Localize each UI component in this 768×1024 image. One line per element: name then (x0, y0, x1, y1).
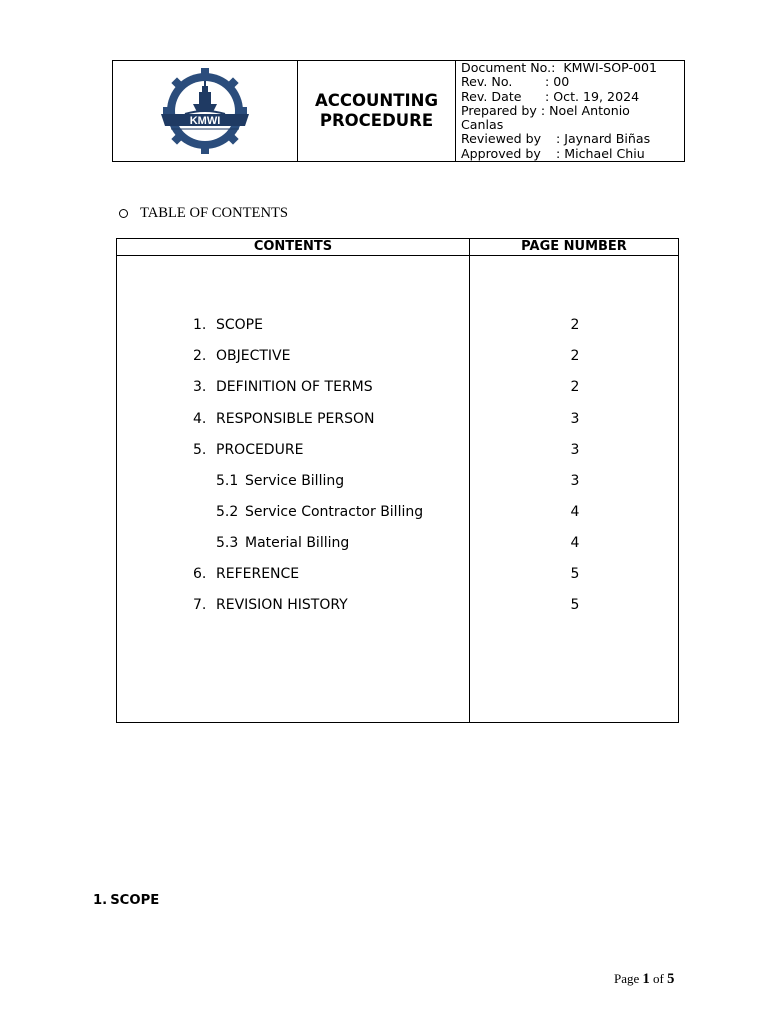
toc-row-label: Service Billing (245, 473, 345, 489)
toc-row (117, 377, 678, 397)
toc-row-label: OBJECTIVE (216, 348, 291, 364)
meta-reviewed-by: Reviewed by : Jaynard Biñas (461, 131, 651, 147)
toc-row-number: 4. (193, 411, 207, 427)
total-pages: 5 (667, 971, 675, 987)
company-logo (155, 68, 255, 154)
logo-text: KMWI (189, 115, 221, 127)
section-title: SCOPE (110, 893, 160, 908)
toc-row-page: 4 (570, 504, 580, 520)
toc-row-page: 2 (570, 348, 580, 364)
toc-row-page: 2 (570, 379, 580, 395)
toc-row (117, 564, 678, 584)
toc-row (117, 471, 678, 491)
meta-document-no: Document No.: KMWI-SOP-001 (461, 60, 658, 76)
page-footer: Page 1 of 5 (614, 971, 675, 987)
toc-row-number: 2. (193, 348, 207, 364)
toc-row-number: 5. (193, 442, 207, 458)
toc-row-label: Material Billing (245, 535, 350, 551)
logo-cell (113, 61, 298, 161)
meta-rev-no: Rev. No. : 00 (461, 74, 570, 90)
document-header (112, 60, 685, 162)
meta-rev-date: Rev. Date : Oct. 19, 2024 (461, 88, 640, 104)
toc-row-page: 5 (570, 597, 580, 613)
document-title (298, 61, 456, 161)
toc-row-page: 5 (570, 566, 580, 582)
toc-row-label: REFERENCE (216, 566, 300, 582)
toc-row-label: REVISION HISTORY (216, 597, 348, 613)
toc-row-number: 6. (193, 566, 207, 582)
toc-row-number: 5.1 (216, 473, 239, 489)
toc-row (117, 595, 678, 615)
toc-row-label: PROCEDURE (216, 442, 304, 458)
col-header-contents: CONTENTS (253, 239, 333, 254)
toc-row-label: RESPONSIBLE PERSON (216, 411, 375, 427)
section-number: 1. (93, 893, 108, 908)
toc-row-page: 3 (570, 411, 580, 427)
toc-row-label: DEFINITION OF TERMS (216, 379, 373, 395)
meta-approved-by: Approved by : Michael Chiu (461, 145, 645, 161)
toc-row-page: 3 (570, 473, 580, 489)
toc-row-label: SCOPE (216, 317, 263, 333)
toc-row-page: 2 (570, 317, 580, 333)
current-page: 1 (642, 971, 650, 987)
toc-row (117, 409, 678, 429)
toc-row-page: 4 (570, 535, 580, 551)
col-header-page-number: PAGE NUMBER (521, 239, 627, 254)
toc-row (117, 315, 678, 335)
meta-prepared-by-cont: Canlas (461, 117, 504, 133)
toc-row (117, 440, 678, 460)
toc-heading-text: TABLE OF CONTENTS (140, 205, 289, 221)
circle-bullet-icon (119, 209, 128, 218)
toc-row (117, 502, 678, 522)
toc-row-number: 3. (193, 379, 207, 395)
toc-table (116, 238, 679, 723)
toc-row (117, 346, 678, 366)
title-line-1: ACCOUNTING (315, 91, 438, 110)
toc-row-number: 1. (193, 317, 207, 333)
toc-row-number: 7. (193, 597, 207, 613)
header-divider (117, 255, 678, 256)
toc-heading (119, 205, 288, 222)
toc-row-label: Service Contractor Billing (245, 504, 424, 520)
document-meta (456, 61, 684, 161)
toc-row-number: 5.3 (216, 535, 239, 551)
meta-prepared-by: Prepared by : Noel Antonio (461, 102, 630, 118)
toc-row-number: 5.2 (216, 504, 239, 520)
toc-row-page: 3 (570, 442, 580, 458)
title-line-2: PROCEDURE (319, 111, 434, 130)
section-heading (93, 893, 159, 908)
toc-row (117, 533, 678, 553)
